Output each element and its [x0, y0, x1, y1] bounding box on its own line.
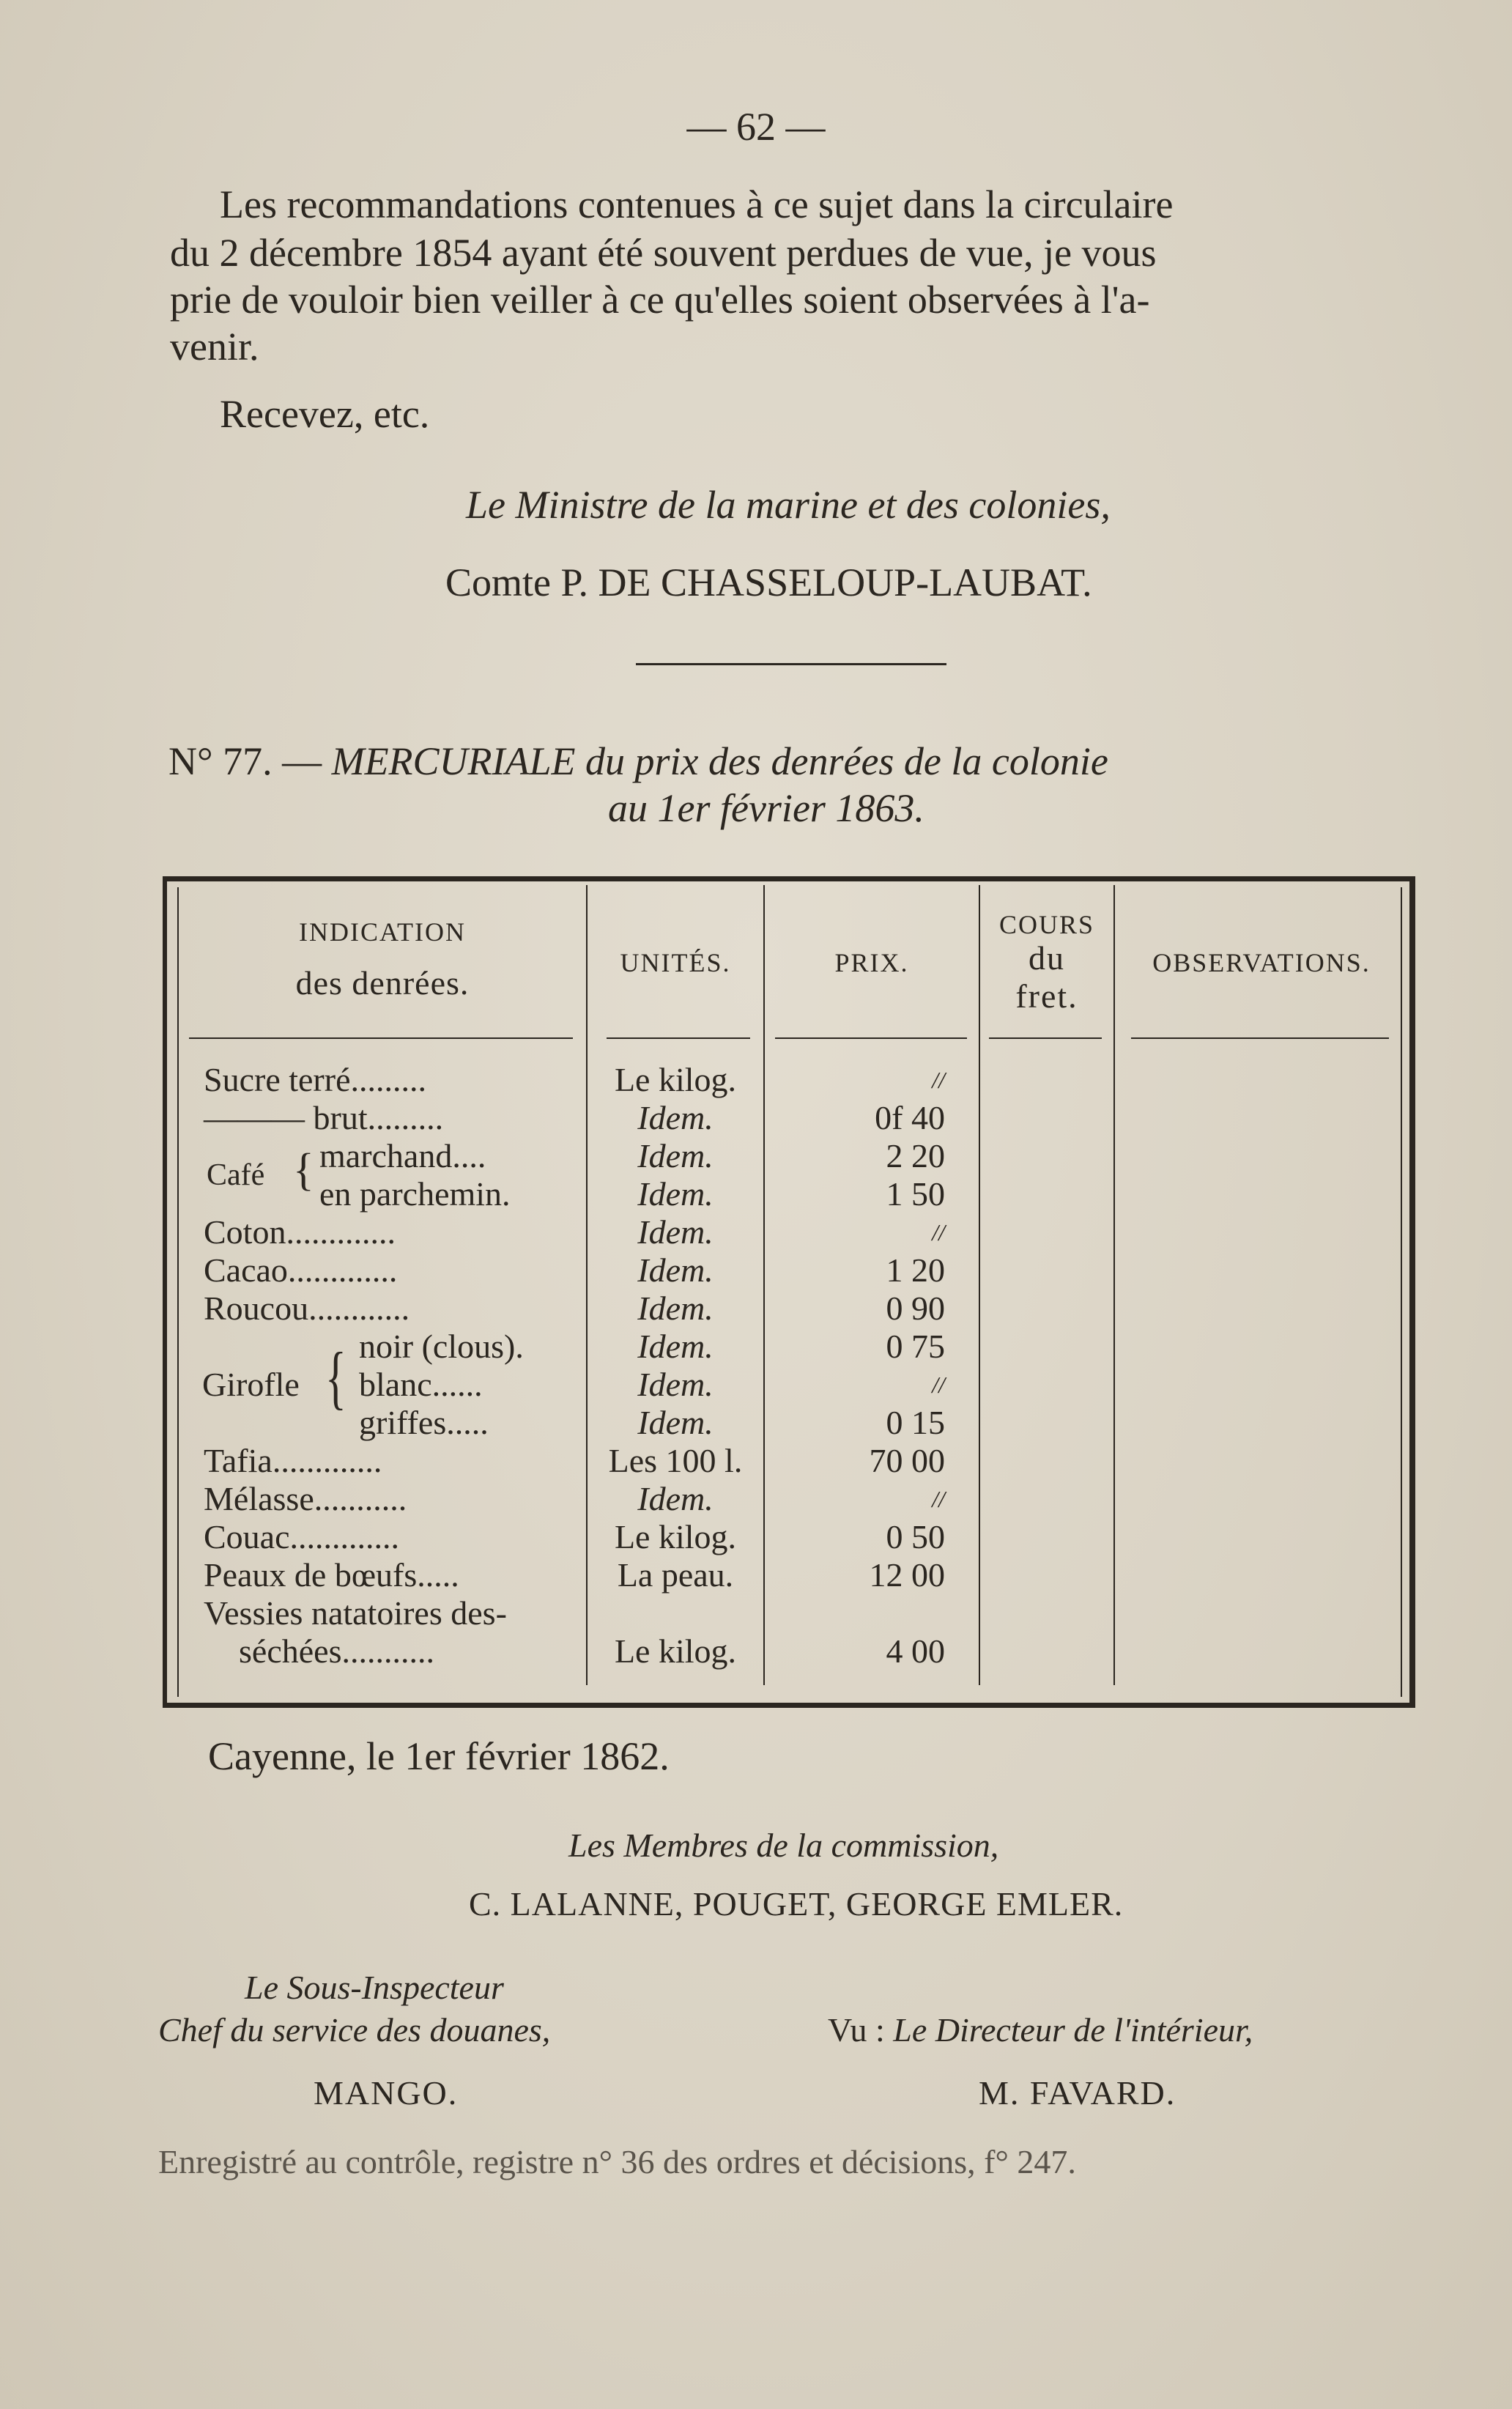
- row-unit: Idem.: [637, 1099, 714, 1136]
- row-label: séchées...........: [239, 1632, 434, 1670]
- group-label-girofle: Girofle: [202, 1366, 300, 1403]
- row-price: 4 00: [886, 1632, 945, 1670]
- row-label: Roucou............: [204, 1289, 410, 1327]
- row-unit: Idem.: [637, 1404, 714, 1441]
- section-number: N° 77. —: [168, 739, 322, 783]
- signature-name: Comte P. DE CHASSELOUP-LAUBAT.: [445, 560, 1092, 604]
- row-unit: Idem.: [637, 1289, 714, 1327]
- row-price: 0 15: [886, 1404, 945, 1441]
- row-price: //: [932, 1067, 945, 1093]
- row-unit: Le kilog.: [614, 1061, 737, 1098]
- row-label: en parchemin.: [319, 1175, 511, 1213]
- row-label: noir (clous).: [359, 1328, 524, 1365]
- douanes-name: MANGO.: [314, 2074, 459, 2112]
- header-underline-2: [607, 1037, 750, 1039]
- page-number: — 62 —: [686, 105, 826, 149]
- row-unit: Les 100 l.: [608, 1442, 743, 1479]
- header-fret: fret.: [1015, 977, 1078, 1015]
- row-label: griffes.....: [359, 1404, 489, 1441]
- group-brace-cafe: {: [293, 1144, 314, 1195]
- header-underline-1: [189, 1037, 573, 1039]
- row-price: 1 50: [886, 1175, 945, 1213]
- place-date: Cayenne, le 1er février 1862.: [208, 1734, 670, 1778]
- directeur-title-text: Le Directeur de l'intérieur,: [893, 2011, 1253, 2049]
- commission-title: Les Membres de la commission,: [568, 1827, 999, 1864]
- header-prix: PRIX.: [834, 948, 909, 977]
- row-unit: Idem.: [637, 1328, 714, 1365]
- row-unit: La peau.: [617, 1556, 734, 1594]
- section-title: MERCURIALE du prix des denrées de la colonie: [331, 739, 1108, 783]
- directeur-vu: Vu :: [828, 2011, 885, 2049]
- row-price: 0 75: [886, 1328, 945, 1365]
- col-divider-4: [1113, 885, 1115, 1685]
- separator-rule: [636, 663, 946, 665]
- row-label: Coton.............: [204, 1213, 396, 1251]
- row-price: 2 20: [886, 1137, 945, 1174]
- row-price: 1 20: [886, 1251, 945, 1289]
- paragraph-line-3: prie de vouloir bien veiller à ce qu'elles soient observées à l'a-: [170, 278, 1150, 322]
- row-unit: Idem.: [637, 1213, 714, 1251]
- header-underline-5: [1131, 1037, 1389, 1039]
- row-label: Cacao.............: [204, 1251, 398, 1289]
- row-label: Sucre terré.........: [204, 1061, 426, 1098]
- douanes-line-2: Chef du service des douanes,: [158, 2011, 551, 2049]
- row-label: blanc......: [359, 1366, 483, 1403]
- row-unit: Idem.: [637, 1137, 714, 1174]
- group-brace-girofle: {: [325, 1339, 346, 1416]
- header-observations: OBSERVATIONS.: [1152, 948, 1371, 977]
- directeur-title: [828, 2010, 1253, 2049]
- header-du: du: [1029, 939, 1065, 977]
- douanes-line-1: Le Sous-Inspecteur: [245, 1969, 504, 2006]
- header-cours: COURS: [998, 910, 1095, 939]
- row-price: //: [932, 1219, 945, 1246]
- paragraph-line-4: venir.: [170, 325, 259, 369]
- group-label-cafe: Café: [207, 1158, 265, 1192]
- section-heading-line-1: [168, 737, 1108, 785]
- registration-footer: Enregistré au contrôle, registre n° 36 des ordres et décisions, f° 247.: [158, 2143, 1076, 2180]
- row-price: 12 00: [869, 1556, 945, 1594]
- header-unites: UNITÉS.: [620, 948, 731, 977]
- row-price: 0f 40: [875, 1099, 945, 1136]
- row-price: 70 00: [869, 1442, 945, 1479]
- col-divider-2: [763, 885, 765, 1685]
- row-label: Tafia.............: [204, 1442, 382, 1479]
- header-indication: INDICATION: [299, 917, 466, 947]
- section-heading-line-2: au 1er février 1863.: [608, 786, 924, 830]
- row-price: 0 90: [886, 1289, 945, 1327]
- closing: Recevez, etc.: [220, 392, 430, 436]
- row-unit: Idem.: [637, 1251, 714, 1289]
- row-label: Peaux de bœufs.....: [204, 1556, 459, 1594]
- signature-title: Le Ministre de la marine et des colonies,: [466, 483, 1111, 527]
- row-unit: Idem.: [637, 1480, 714, 1517]
- header-denrees: des denrées.: [295, 964, 470, 1002]
- directeur-name: M. FAVARD.: [979, 2074, 1176, 2112]
- row-unit: Le kilog.: [614, 1632, 737, 1670]
- row-label: Vessies natatoires des-: [204, 1594, 507, 1632]
- row-label: ——— brut.........: [204, 1099, 444, 1136]
- row-unit: Idem.: [637, 1175, 714, 1213]
- row-unit: Idem.: [637, 1366, 714, 1403]
- paragraph-line-2: du 2 décembre 1854 ayant été souvent perdues de vue, je vous: [170, 231, 1157, 275]
- paragraph-line-1: Les recommandations contenues à ce sujet dans la circulaire: [220, 182, 1174, 226]
- row-unit: Le kilog.: [614, 1518, 737, 1555]
- row-label: Mélasse...........: [204, 1480, 407, 1517]
- row-label: Couac.............: [204, 1518, 400, 1555]
- header-underline-3: [775, 1037, 967, 1039]
- row-price: //: [932, 1372, 945, 1398]
- header-underline-4: [989, 1037, 1102, 1039]
- row-price: 0 50: [886, 1518, 945, 1555]
- commission-names: C. LALANNE, POUGET, GEORGE EMLER.: [469, 1885, 1124, 1923]
- row-label: marchand....: [319, 1137, 486, 1174]
- row-price: //: [932, 1486, 945, 1512]
